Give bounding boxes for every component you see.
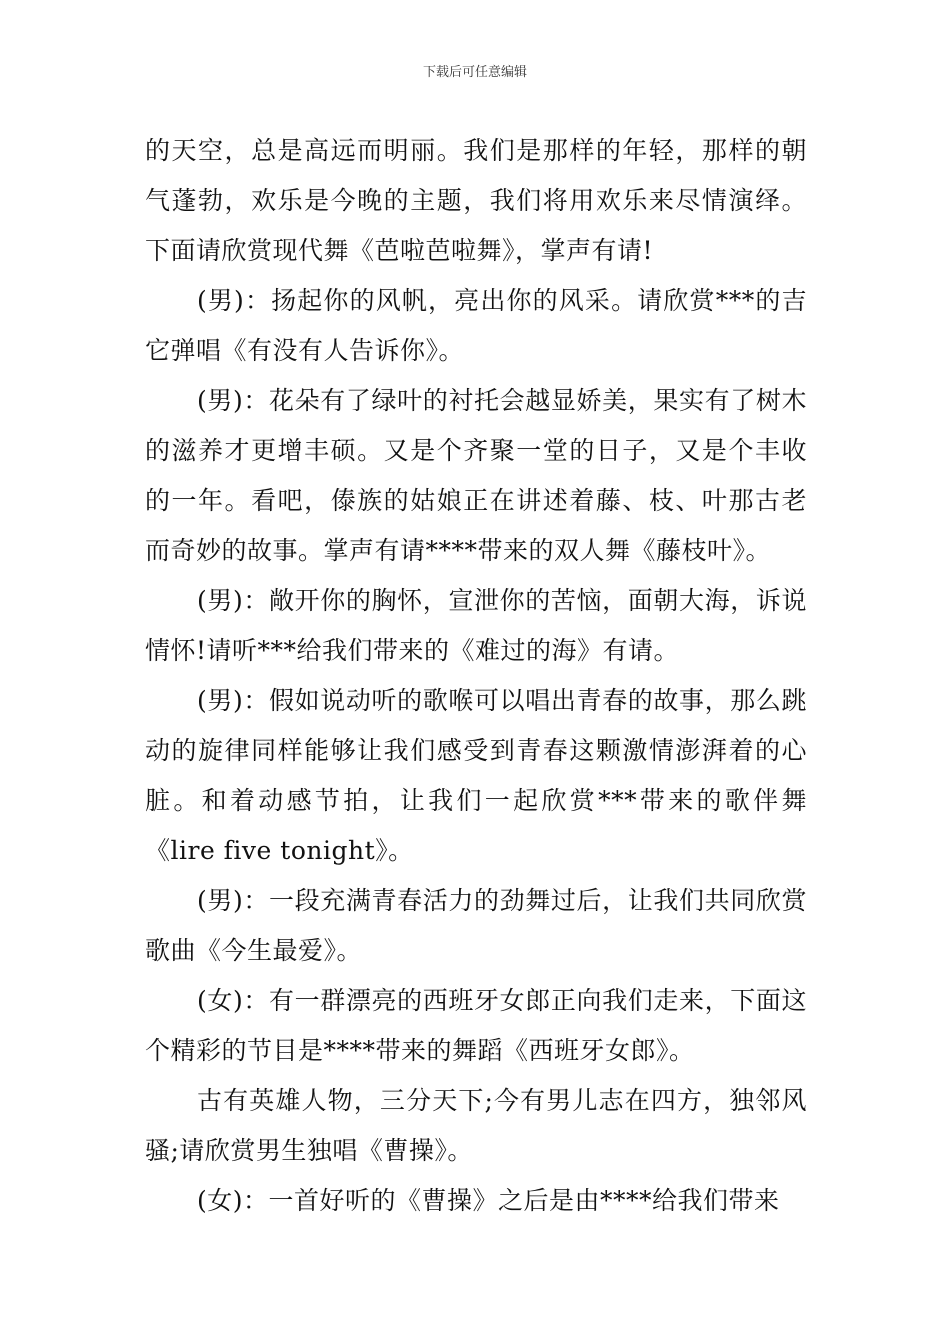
page-header: 下载后可任意编辑 xyxy=(422,65,527,80)
paragraph-8: 古有英雄人物，三分天下;今有男儿志在四方，独邻风骚;请欣赏男生独唱《曹操》。 xyxy=(145,1086,807,1165)
paragraph-7: (女)：有一群漂亮的西班牙女郎正向我们走来，下面这个精彩的节目是****带来的舞蹈《西班牙女郎》。 xyxy=(145,986,807,1065)
document-body xyxy=(145,126,807,1226)
paragraph-4: (男)：敞开你的胸怀，宣泄你的苦恼，面朝大海，诉说情怀!请听***给我们带来的《难过的海》有请。 xyxy=(145,586,807,665)
paragraph-3: (男)：花朵有了绿叶的衬托会越显娇美，果实有了树木的滋养才更增丰硕。又是个齐聚一堂的日子，又是个丰收的一年。看吧，傣族的姑娘正在讲述着藤、枝、叶那古老而奇妙的故事。掌声有请****带来的双人舞《藤枝叶》。 xyxy=(145,386,807,565)
paragraph-2: (男)：扬起你的风帆，亮出你的风采。请欣赏***的吉它弹唱《有没有人告诉你》。 xyxy=(145,286,807,365)
paragraph-1: 的天空，总是高远而明丽。我们是那样的年轻，那样的朝气蓬勃，欢乐是今晚的主题，我们将用欢乐来尽情演绎。下面请欣赏现代舞《芭啦芭啦舞》，掌声有请! xyxy=(145,136,807,265)
paragraph-9: (女)：一首好听的《曹操》之后是由****给我们带来 xyxy=(197,1186,780,1215)
paragraph-6: (男)：一段充满青春活力的劲舞过后，让我们共同欣赏歌曲《今生最爱》。 xyxy=(145,886,807,965)
paragraph-5: (男)：假如说动听的歌喉可以唱出青春的故事，那么跳动的旋律同样能够让我们感受到青春这颗激情澎湃着的心脏。和着动感节拍，让我们一起欣赏***带来的歌伴舞《lire five tonight》。 xyxy=(145,686,807,865)
